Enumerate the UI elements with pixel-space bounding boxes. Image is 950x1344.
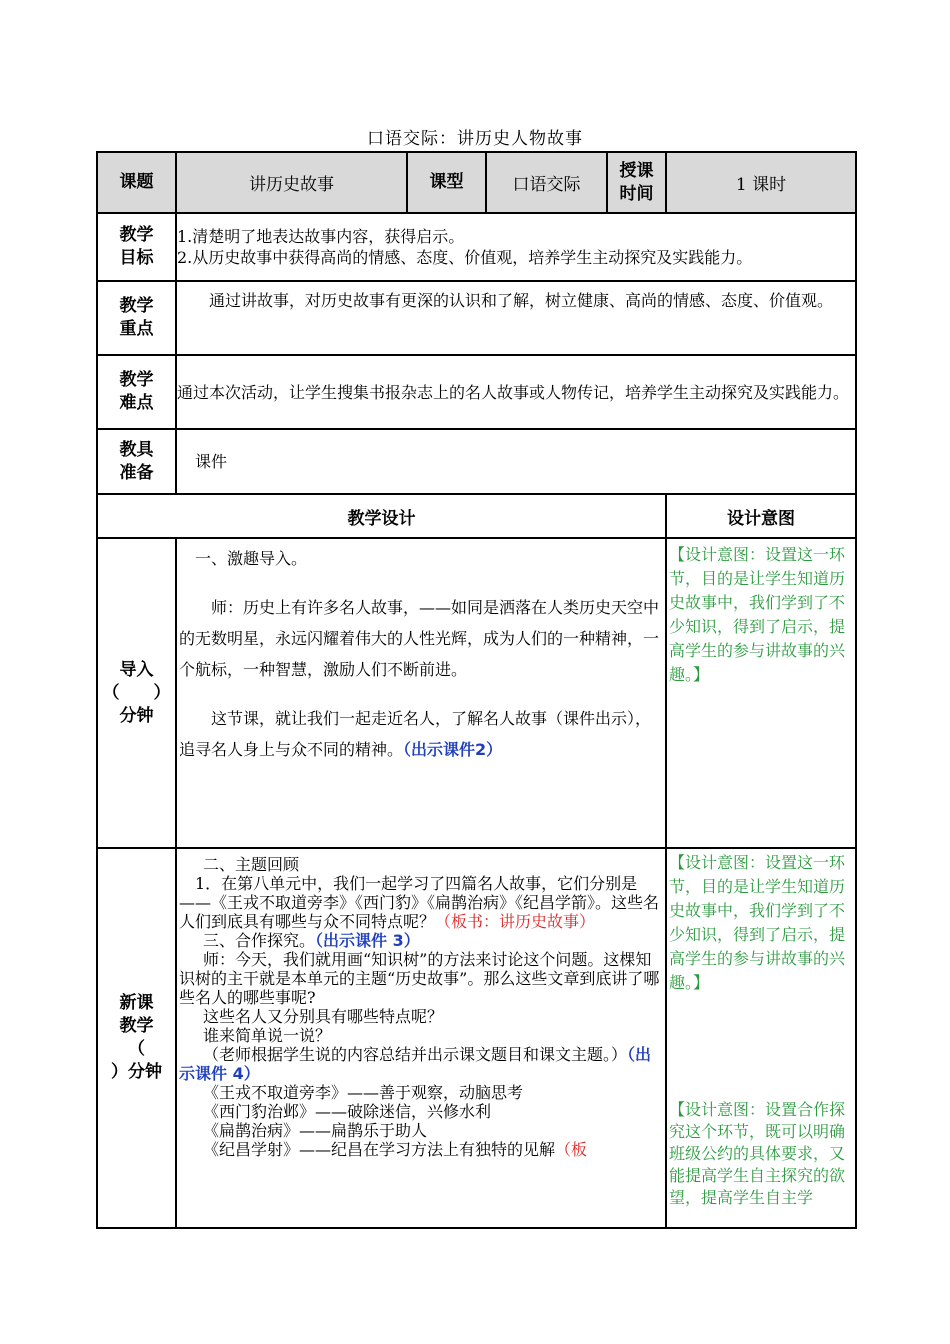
new-lesson-intent bbox=[666, 848, 856, 1228]
intent-explore: 【设计意图：设置合作探究这个环节，既可以明确班级公约的具体要求，又能提高学生自主探究的欲望，提高学生自主学 bbox=[669, 1100, 846, 1207]
difficulty-text: 通过本次活动，让学生搜集书报杂志上的名人故事或人物传记，培养学生主动探究及实践能力。 bbox=[177, 382, 850, 402]
difficulty-row bbox=[97, 355, 856, 429]
design-header-row bbox=[97, 494, 856, 538]
courseware-3-ref: （出示课件 3） bbox=[315, 931, 420, 950]
time-label: 授课 时间 bbox=[607, 152, 666, 213]
key-points-text: 通过讲故事，对历史故事有更深的认识和了解，树立健康、高尚的情感、态度、价值观。 bbox=[209, 291, 834, 310]
explore-para: 师：今天，我们就用画“知识树”的方法来讨论这个问题。这棵知识树的主干就是本单元的主题“历史故事”。那么这些文章到底讲了哪些名人的哪些事呢? bbox=[179, 950, 660, 1007]
story-3: 《扁鹊治病》——扁鹊乐于助人 bbox=[203, 1121, 428, 1140]
explore-heading: 三、合作探究。（出示课件 3） bbox=[203, 931, 420, 950]
tools-text: 课件 bbox=[195, 452, 228, 471]
board-note: （板书：讲历史故事） bbox=[435, 912, 596, 931]
header-row bbox=[97, 152, 856, 213]
topic-label: 课题 bbox=[97, 152, 176, 213]
intro-row bbox=[97, 538, 856, 848]
intent-review: 【设计意图：设置这一环节，目的是让学生知道历史故事中，我们学到了不少知识，得到了启示，提高学生的参与讲故事的兴趣。】 bbox=[669, 853, 846, 992]
new-lesson-label: 新课 教学 （ ）分钟 bbox=[97, 848, 176, 1228]
review-heading: 二、主题回顾 bbox=[203, 855, 300, 874]
intro-para-2: 这节课，就让我们一起走近名人，了解名人故事（课件出示），追寻名人身上与众不同的精神。（出示课件2） bbox=[179, 709, 652, 759]
tools-row bbox=[97, 429, 856, 494]
story-2: 《西门豹治邺》——破除迷信，兴修水利 bbox=[203, 1102, 492, 1121]
courseware-4-ref: （出示课件 4） bbox=[179, 1045, 652, 1083]
goals-label: 教学 目标 bbox=[97, 213, 176, 281]
time-value: 1 课时 bbox=[666, 152, 856, 213]
goals-text bbox=[176, 213, 856, 281]
document-title: 口语交际：讲历史人物故事 bbox=[367, 129, 583, 149]
intro-content bbox=[176, 538, 666, 848]
goals-row bbox=[97, 213, 856, 281]
key-points-row bbox=[97, 281, 856, 355]
type-value: 口语交际 bbox=[486, 152, 607, 213]
story-1: 《王戎不取道旁李》——善于观察，动脑思考 bbox=[203, 1083, 524, 1102]
key-points-label: 教学 重点 bbox=[97, 281, 176, 355]
intro-para-1: 师：历史上有许多名人故事，——如同是洒落在人类历史天空中的无数明星，永远闪耀着伟大的人性光辉，成为人们的一种精神，一个航标，一种智慧，激励人们不断前进。 bbox=[179, 598, 660, 679]
tools-label: 教具 准备 bbox=[97, 429, 176, 494]
goal-1: 1.清楚明了地表达故事内容，获得启示。 bbox=[177, 227, 465, 246]
difficulty-label: 教学 难点 bbox=[97, 355, 176, 429]
intro-courseware-ref: （出示课件 bbox=[403, 740, 476, 759]
question-2: 谁来简单说一说？ bbox=[203, 1026, 332, 1045]
intro-intent: 【设计意图：设置这一环节，目的是让学生知道历史故事中，我们学到了不少知识，得到了启示，提高学生的参与讲故事的兴趣。】 bbox=[666, 538, 856, 848]
intro-label: 导入 （ ） 分钟 bbox=[97, 538, 176, 848]
new-lesson-content bbox=[176, 848, 666, 1228]
new-lesson-row bbox=[97, 848, 856, 1228]
story-4: 《纪昌学射》——纪昌在学习方法上有独特的见解（板 bbox=[203, 1140, 588, 1159]
lesson-plan-table bbox=[96, 151, 857, 1229]
type-label: 课型 bbox=[407, 152, 486, 213]
design-label: 教学设计 bbox=[97, 494, 666, 538]
summary-para: （老师根据学生说的内容总结并出示课文题目和课文主题。）（出示课件 4） bbox=[179, 1045, 652, 1083]
goal-2: 2.从历史故事中获得高尚的情感、态度、价值观，培养学生主动探究及实践能力。 bbox=[177, 248, 753, 267]
topic-value: 讲历史故事 bbox=[176, 152, 407, 213]
intent-label: 设计意图 bbox=[666, 494, 856, 538]
question-1: 这些名人又分别具有哪些特点呢？ bbox=[203, 1007, 444, 1026]
intro-heading: 一、激趣导入。 bbox=[195, 549, 308, 568]
review-para: 1．在第八单元中，我们一起学习了四篇名人故事，它们分别是——《王戎不取道旁李》《西门豹》《扁鹊治病》《纪昌学箭》。这些名人们到底具有哪些与众不同特点呢？（板书：讲历史故事） bbox=[179, 874, 660, 931]
